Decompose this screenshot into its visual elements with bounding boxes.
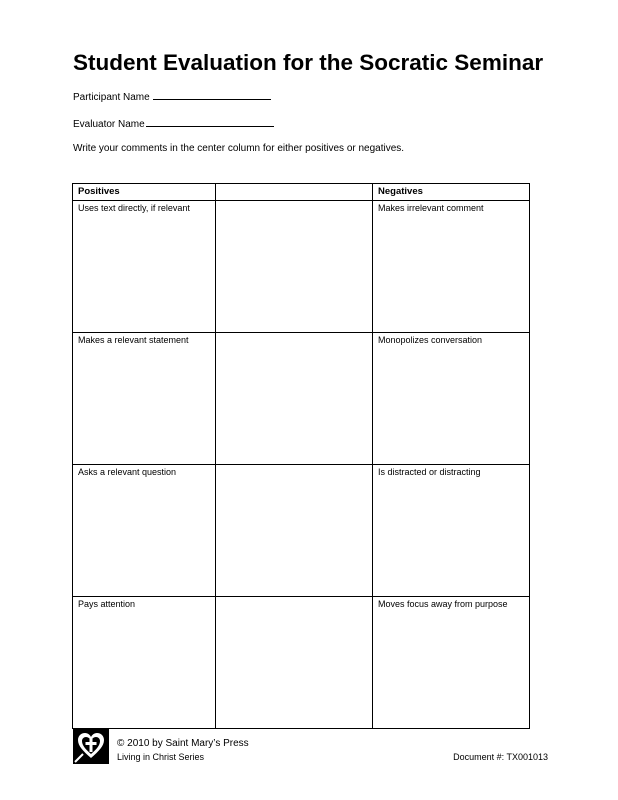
copyright-text: © 2010 by Saint Mary’s Press	[117, 738, 249, 749]
evaluator-name-blank[interactable]	[146, 116, 274, 127]
evaluation-table	[72, 183, 530, 729]
evaluator-name-line	[73, 116, 274, 130]
evaluator-name-label: Evaluator Name	[73, 119, 145, 130]
comment-cell[interactable]	[216, 333, 373, 465]
negative-cell: Is distracted or distracting	[373, 465, 530, 597]
comment-cell[interactable]	[216, 201, 373, 333]
comment-cell[interactable]	[216, 597, 373, 729]
participant-name-label: Participant Name	[73, 92, 150, 103]
positive-cell: Makes a relevant statement	[73, 333, 216, 465]
table-header-row	[73, 184, 530, 201]
instructions-text: Write your comments in the center column for either positives or negatives.	[73, 143, 405, 154]
table-row	[73, 597, 530, 729]
positive-cell: Uses text directly, if relevant	[73, 201, 216, 333]
negatives-header: Negatives	[373, 184, 530, 201]
series-text: Living in Christ Series	[117, 752, 205, 762]
positive-cell: Asks a relevant question	[73, 465, 216, 597]
comment-cell[interactable]	[216, 465, 373, 597]
negative-cell: Makes irrelevant comment	[373, 201, 530, 333]
saint-marys-press-logo-icon	[73, 728, 109, 764]
table-row	[73, 333, 530, 465]
page-title: Student Evaluation for the Socratic Seminar	[73, 50, 544, 75]
comments-header	[216, 184, 373, 201]
document-number: Document #: TX001013	[453, 752, 548, 762]
participant-name-blank[interactable]	[153, 89, 271, 100]
positive-cell: Pays attention	[73, 597, 216, 729]
table-row	[73, 465, 530, 597]
participant-name-line	[73, 89, 271, 103]
negative-cell: Moves focus away from purpose	[373, 597, 530, 729]
positives-header: Positives	[73, 184, 216, 201]
table-row	[73, 201, 530, 333]
negative-cell: Monopolizes conversation	[373, 333, 530, 465]
